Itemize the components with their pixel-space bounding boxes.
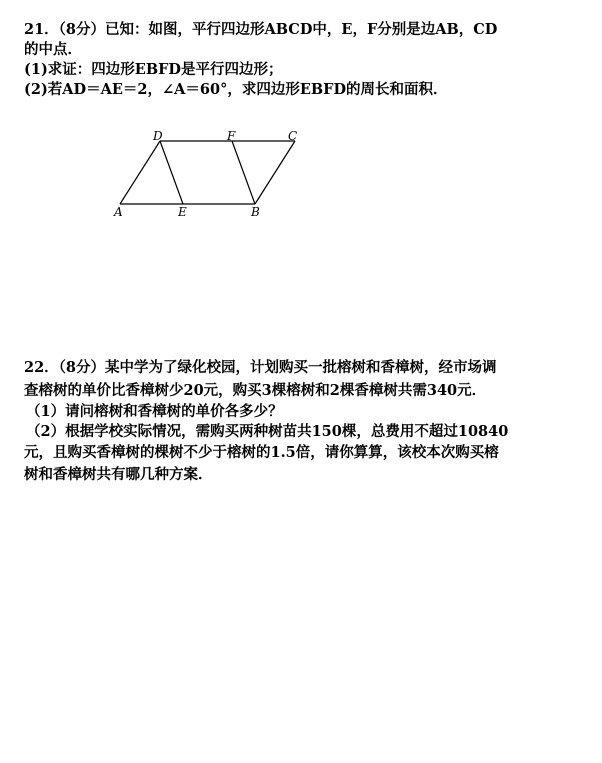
label-b: B [251, 205, 260, 219]
label-c: C [288, 130, 298, 143]
label-a: A [114, 205, 123, 219]
segment-bc [255, 141, 295, 204]
q21-line-2: 的中点． [24, 41, 82, 58]
q22-line-6: 树和香樟树共有哪几种方案． [24, 466, 213, 483]
q21-part-1: (1)求证：四边形EBFD是平行四边形； [24, 61, 283, 78]
q22-line-5: 元，且购买香樟树的棵树不少于榕树的1.5倍，请你算算，该校本次购买榕 [24, 444, 499, 461]
label-f: F [227, 130, 236, 143]
segment-fb [232, 141, 255, 204]
parallelogram-figure [110, 130, 310, 220]
q22-part-2: （2）根据学校实际情况，需购买两种树苗共150棵，总费用不超过10840 [26, 423, 509, 440]
label-e: E [178, 205, 187, 219]
label-d: D [153, 130, 163, 143]
q21-line-1: 21．（8分）已知：如图，平行四边形ABCD中，E，F分别是边AB，CD [24, 21, 498, 38]
q22-line-1: 22．（8分）某中学为了绿化校园，计划购买一批榕树和香樟树，经市场调 [24, 359, 497, 376]
segment-ad [120, 141, 160, 204]
q21-part-2: (2)若AD＝AE＝2，∠A＝60°，求四边形EBFD的周长和面积． [24, 81, 448, 98]
q22-part-1: （1）请问榕树和香樟树的单价各多少？ [26, 403, 283, 420]
segment-de [160, 141, 183, 204]
q22-line-2: 查榕树的单价比香樟树少20元，购买3棵榕树和2棵香樟树共需340元． [24, 382, 487, 399]
